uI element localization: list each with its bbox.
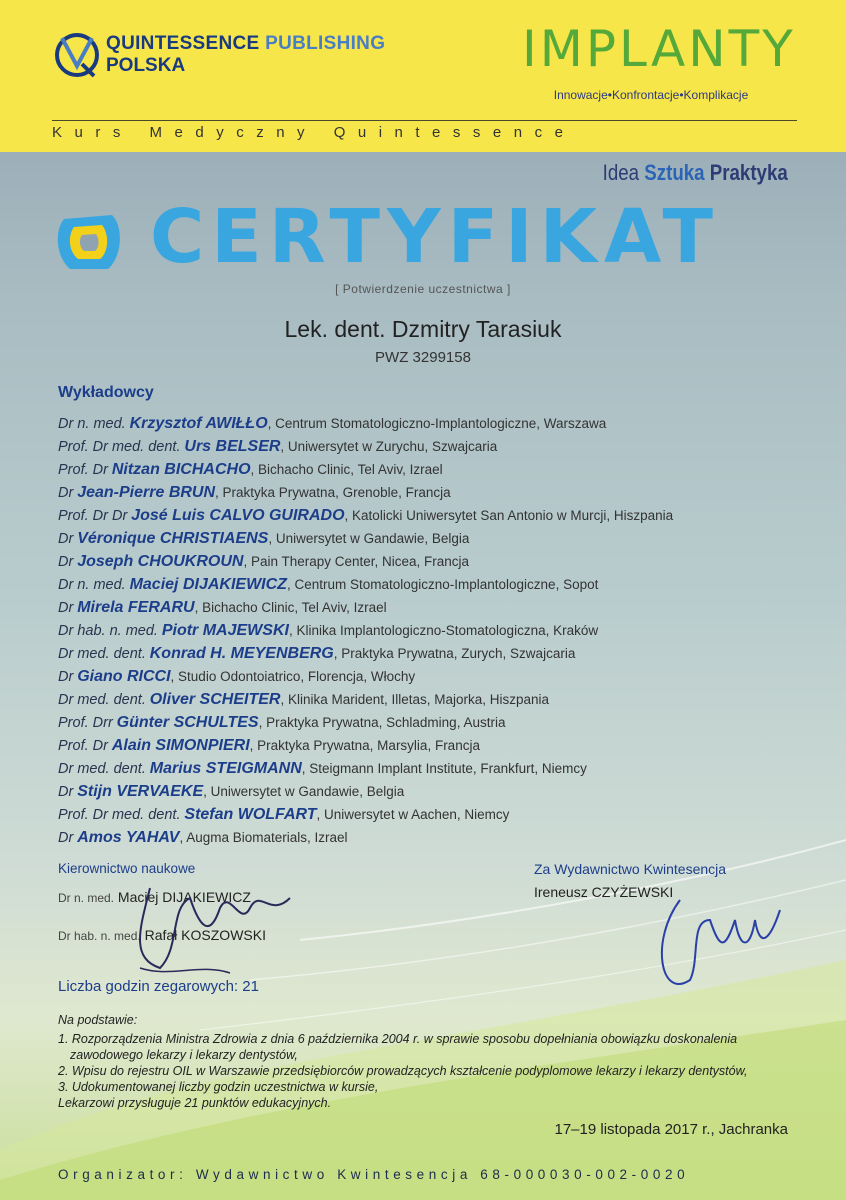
lecturer-title: Prof. Dr: [58, 462, 108, 478]
lecturer-affiliation: , Praktyka Prywatna, Marsylia, Francja: [249, 738, 480, 753]
lecturer-affiliation: , Studio Odontoiatrico, Florencja, Włochy: [170, 669, 416, 684]
lecturer-name: Nitzan BICHACHO: [111, 461, 251, 478]
lecturer-title: Dr n. med.: [58, 416, 126, 432]
legal-basis-line: 1. Rozporządzenia Ministra Zdrowia z dnia 6 października 2004 r. w sprawie sposobu dopełniania obowiązku doskonalenia: [58, 1032, 738, 1046]
participant-license-number: PWZ 3299158: [375, 349, 471, 366]
lecturer-row: [58, 826, 673, 849]
lecturer-affiliation: , Augma Biomaterials, Izrael: [179, 830, 348, 845]
course-name: Kurs Medyczny Quintessence: [52, 124, 576, 141]
lecturer-title: Dr: [58, 531, 74, 547]
publisher-signatory-heading: Za Wydawnictwo Kwintesencja: [534, 861, 727, 877]
lecturer-name: Piotr MAJEWSKI: [161, 622, 289, 639]
handwritten-signature-directors: [120, 868, 300, 988]
lecturer-row: [58, 573, 673, 596]
lecturer-affiliation: , Klinika Implantologiczno-Stomatologiczna, Kraków: [288, 623, 599, 638]
lecturer-name: Stijn VERVAEKE: [77, 783, 204, 800]
legal-basis-line: 3. Udokumentowanej liczby godzin uczestnictwa w kursie,: [58, 1080, 379, 1094]
lecturer-name: Marius STEIGMANN: [149, 760, 302, 777]
lecturer-affiliation: , Bichacho Clinic, Tel Aviv, Izrael: [194, 600, 387, 615]
lecturer-affiliation: , Praktyka Prywatna, Schladming, Austria: [258, 715, 506, 730]
lecturer-row: [58, 803, 673, 826]
date-and-place: 17–19 listopada 2017 r., Jachranka: [554, 1121, 788, 1138]
lecturer-title: Prof. Drr: [58, 715, 113, 731]
lecturer-title: Dr: [58, 669, 74, 685]
lecturer-row: [58, 688, 673, 711]
brand-title: IMPLANTY: [522, 20, 796, 78]
legal-basis: [58, 1031, 798, 1111]
lecturer-title: Dr med. dent.: [58, 761, 146, 777]
publisher-name: QUINTESSENCE PUBLISHING: [106, 33, 386, 54]
lecturer-affiliation: , Uniwersytet w Zurychu, Szwajcaria: [280, 439, 498, 454]
lecturer-name: Konrad H. MEYENBERG: [149, 645, 334, 662]
lecturer-name: Oliver SCHEITER: [149, 691, 281, 708]
lecturer-name: Maciej DIJAKIEWICZ: [129, 576, 287, 593]
publisher-signatory-name: Ireneusz CZYŻEWSKI: [534, 884, 674, 900]
lecturer-title: Prof. Dr Dr: [58, 508, 128, 524]
legal-basis-line: 2. Wpisu do rejestru OIL w Warszawie przedsiębiorców prowadzących kształcenie podyplomowe lekarzy i lekarzy dentystów,: [58, 1064, 748, 1078]
lecturer-name: Véronique CHRISTIAENS: [77, 530, 269, 547]
lecturer-name: Krzysztof AWIŁŁO: [129, 415, 268, 432]
lecturer-title: Dr n. med.: [58, 577, 126, 593]
participation-confirmation: [ Potwierdzenie uczestnictwa ]: [335, 282, 511, 296]
lecturer-name: Giano RICCI: [77, 668, 171, 685]
lecturer-affiliation: , Uniwersytet w Gandawie, Belgia: [203, 784, 405, 799]
lecturer-affiliation: , Centrum Stomatologiczno-Implantologiczne, Warszawa: [267, 416, 607, 431]
certificate-emblem-icon: [52, 207, 127, 277]
lecturer-title: Dr med. dent.: [58, 692, 146, 708]
lecturer-affiliation: , Bichacho Clinic, Tel Aviv, Izrael: [250, 462, 443, 477]
legal-basis-heading: Na podstawie:: [58, 1013, 138, 1027]
scientific-director-2: Dr hab. n. med. Rafał KOSZOWSKI: [58, 927, 266, 943]
handwritten-signature-publisher: [640, 880, 790, 1020]
lecturer-row: [58, 757, 673, 780]
lecturer-name: Joseph CHOUKROUN: [77, 553, 244, 570]
lecturer-name: José Luis CALVO GUIRADO: [131, 507, 345, 524]
lecturer-name: Alain SIMONPIERI: [111, 737, 250, 754]
lecturer-row: [58, 550, 673, 573]
brand-subtitle: Innowacje•Konfrontacje•Komplikacje: [553, 88, 749, 102]
lecturer-name: Stefan WOLFART: [184, 806, 317, 823]
lecturer-title: Dr: [58, 830, 74, 846]
lecturer-row: [58, 711, 673, 734]
lecturer-title: Dr hab. n. med.: [58, 623, 158, 639]
lecturer-title: Dr: [58, 485, 74, 501]
lecturer-row: [58, 780, 673, 803]
lecturer-row: [58, 412, 673, 435]
certificate-title: CERTYFIKAT: [150, 194, 721, 280]
lecturer-title: Prof. Dr med. dent.: [58, 439, 181, 455]
organizer-line: Organizator: Wydawnictwo Kwintesencja 68-000030-002-0020: [58, 1167, 690, 1182]
lecturer-row: [58, 596, 673, 619]
lecturer-row: [58, 527, 673, 550]
lecturer-row: [58, 734, 673, 757]
publisher-country: POLSKA: [106, 55, 186, 76]
lecturer-row: [58, 458, 673, 481]
lecturer-row: [58, 481, 673, 504]
motto: Idea Sztuka Praktyka: [602, 160, 788, 185]
lecturer-title: Dr: [58, 554, 74, 570]
legal-basis-line: Lekarzowi przysługuje 21 punktów edukacyjnych.: [58, 1096, 332, 1110]
lecturer-title: Prof. Dr: [58, 738, 108, 754]
lecturer-affiliation: , Klinika Marident, Illetas, Majorka, Hiszpania: [280, 692, 550, 707]
hours-count: Liczba godzin zegarowych: 21: [58, 978, 259, 995]
lecturers-list: [58, 412, 673, 849]
lecturer-affiliation: , Steigmann Implant Institute, Frankfurt, Niemcy: [301, 761, 587, 776]
lecturer-row: [58, 504, 673, 527]
header-band: [0, 0, 846, 152]
lecturer-row: [58, 435, 673, 458]
lecturer-row: [58, 619, 673, 642]
lecturer-title: Dr: [58, 784, 74, 800]
lecturers-heading: Wykładowcy: [58, 384, 154, 401]
lecturer-title: Dr med. dent.: [58, 646, 146, 662]
lecturer-title: Dr: [58, 600, 74, 616]
lecturer-name: Jean-Pierre BRUN: [77, 484, 216, 501]
scientific-direction-heading: Kierownictwo naukowe: [58, 861, 196, 876]
lecturer-name: Mirela FERARU: [77, 599, 195, 616]
quintessence-logo-icon: [54, 32, 100, 78]
lecturer-name: Amos YAHAV: [77, 829, 180, 846]
lecturer-row: [58, 665, 673, 688]
lecturer-affiliation: , Centrum Stomatologiczno-Implantologiczne, Sopot: [286, 577, 599, 592]
legal-basis-line: zawodowego lekarzy i lekarzy dentystów,: [70, 1048, 298, 1062]
lecturer-affiliation: , Praktyka Prywatna, Zurych, Szwajcaria: [333, 646, 576, 661]
lecturer-affiliation: , Uniwersytet w Gandawie, Belgia: [268, 531, 470, 546]
lecturer-affiliation: , Pain Therapy Center, Nicea, Francja: [243, 554, 470, 569]
participant-name: Lek. dent. Dzmitry Tarasiuk: [284, 316, 562, 342]
lecturer-affiliation: , Katolicki Uniwersytet San Antonio w Murcji, Hiszpania: [344, 508, 674, 523]
header-divider: [52, 120, 797, 121]
lecturer-row: [58, 642, 673, 665]
lecturer-name: Urs BELSER: [184, 438, 281, 455]
lecturer-affiliation: , Praktyka Prywatna, Grenoble, Francja: [215, 485, 451, 500]
lecturer-name: Günter SCHULTES: [116, 714, 259, 731]
lecturer-title: Prof. Dr med. dent.: [58, 807, 181, 823]
scientific-director-1: Dr n. med. Maciej DIJAKIEWICZ: [58, 889, 251, 905]
lecturer-affiliation: , Uniwersytet w Aachen, Niemcy: [316, 807, 510, 822]
